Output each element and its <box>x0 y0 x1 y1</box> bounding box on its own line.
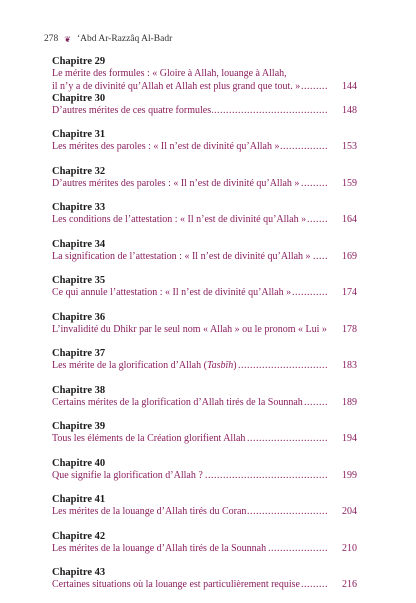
page-reference: 194 <box>342 433 357 444</box>
chapter-number: Chapitre 33 <box>52 202 106 213</box>
chapter-title-line <box>52 81 357 94</box>
chapter-title: Certains mérites de la glorification d’Allah tirés de la Sounnah <box>52 396 303 408</box>
toc-entry <box>52 311 357 348</box>
chapter-number: Chapitre 34 <box>52 238 106 250</box>
page-reference: 204 <box>342 506 357 517</box>
toc-entry <box>52 238 357 275</box>
chapter-title-line <box>52 470 357 483</box>
toc-entry <box>52 92 357 129</box>
chapter-title-line <box>52 68 357 81</box>
chapter-title: Le mérite des formules : « Gloire à Allah, louange à Allah, <box>52 68 287 79</box>
toc-entry <box>52 420 357 457</box>
chapter-number: Chapitre 36 <box>52 311 106 323</box>
chapter-title-line <box>52 287 357 300</box>
chapter-number: Chapitre 43 <box>52 567 106 578</box>
author-name: ‘Abd Ar-Razzâq Al-Badr <box>76 34 173 44</box>
chapter-number: Chapitre 37 <box>52 348 106 359</box>
chapter-number: Chapitre 39 <box>52 421 106 432</box>
chapter-title: Ce qui annule l’attestation : « Il n’est de divinité qu’Allah » <box>52 287 292 298</box>
page-reference: 183 <box>342 360 357 371</box>
chapter-title-line <box>52 543 357 556</box>
chapter-title: Les mérites de la louange d’Allah tirés de la Sounnah <box>52 542 267 554</box>
page-reference: 153 <box>342 141 357 152</box>
page-number: 278 <box>44 34 59 44</box>
table-of-contents <box>52 55 357 603</box>
chapter-title: Les mérites des paroles : « Il n’est de divinité qu’Allah » <box>52 141 280 152</box>
chapter-title-line <box>52 506 357 519</box>
chapter-title: Les conditions de l’attestation : « Il n’est de divinité qu’Allah » <box>52 214 307 225</box>
chapter-title: il n’y a de divinité qu’Allah et Allah est plus grand que tout. » <box>52 80 301 92</box>
chapter-title: La signification de l’attestation : « Il n’est de divinité qu’Allah » <box>52 250 311 262</box>
chapter-title-line <box>52 360 357 373</box>
chapter-title: D’autres mérites de ces quatre formules <box>52 104 212 116</box>
page-reference: 178 <box>342 323 357 335</box>
italic-term: Tasbîh <box>206 360 234 371</box>
chapter-number: Chapitre 31 <box>52 129 106 140</box>
toc-entry <box>52 165 357 202</box>
chapter-title: L’invalidité du Dhikr par le seul nom « Allah » ou le pronom « Lui » <box>52 323 327 335</box>
chapter-title-line <box>52 324 357 337</box>
page-reference: 144 <box>342 80 357 92</box>
toc-entry <box>52 384 357 421</box>
toc-entry <box>52 530 357 567</box>
toc-entry <box>52 347 357 384</box>
chapter-title-line <box>52 105 357 118</box>
ornament-icon: ❦ <box>64 34 71 44</box>
chapter-title: Les mérites de la louange d’Allah tirés du Coran <box>52 506 247 517</box>
chapter-number: Chapitre 32 <box>52 165 106 177</box>
running-header <box>44 34 172 44</box>
chapter-title-line <box>52 178 357 191</box>
page-reference: 216 <box>342 579 357 590</box>
chapter-number: Chapitre 35 <box>52 275 106 286</box>
chapter-title-line <box>52 141 357 154</box>
chapter-title-line <box>52 579 357 592</box>
page-reference: 164 <box>342 214 357 225</box>
chapter-number: Chapitre 29 <box>52 56 106 67</box>
toc-entry <box>52 566 357 603</box>
page-reference: 189 <box>342 396 357 408</box>
chapter-title: Tous les éléments de la Création glorifient Allah <box>52 433 246 444</box>
chapter-title: Certaines situations où la louange est particulièrement requise <box>52 579 300 590</box>
chapter-number: Chapitre 30 <box>52 92 106 104</box>
toc-entry <box>52 128 357 165</box>
chapter-title: Que signifie la glorification d’Allah ? <box>52 469 203 481</box>
page-reference: 199 <box>342 469 357 481</box>
chapter-title-line <box>52 433 357 446</box>
toc-entry <box>52 274 357 311</box>
chapter-number: Chapitre 40 <box>52 457 106 469</box>
page-reference: 169 <box>342 250 357 262</box>
chapter-title-line <box>52 214 357 227</box>
page-reference: 148 <box>342 104 357 116</box>
chapter-title-line <box>52 397 357 410</box>
toc-entry <box>52 201 357 238</box>
chapter-title: Les mérite de la glorification d’Allah (Tasbîh) <box>52 360 237 371</box>
chapter-number: Chapitre 38 <box>52 384 106 396</box>
page-reference: 210 <box>342 542 357 554</box>
toc-entry <box>52 457 357 494</box>
chapter-number: Chapitre 42 <box>52 530 106 542</box>
chapter-number: Chapitre 41 <box>52 494 106 505</box>
page-reference: 174 <box>342 287 357 298</box>
toc-entry <box>52 493 357 530</box>
chapter-title: D’autres mérites des paroles : « Il n’est de divinité qu’Allah » <box>52 177 300 189</box>
toc-entry <box>52 55 357 92</box>
page-reference: 159 <box>342 177 357 189</box>
chapter-title-line <box>52 251 357 264</box>
